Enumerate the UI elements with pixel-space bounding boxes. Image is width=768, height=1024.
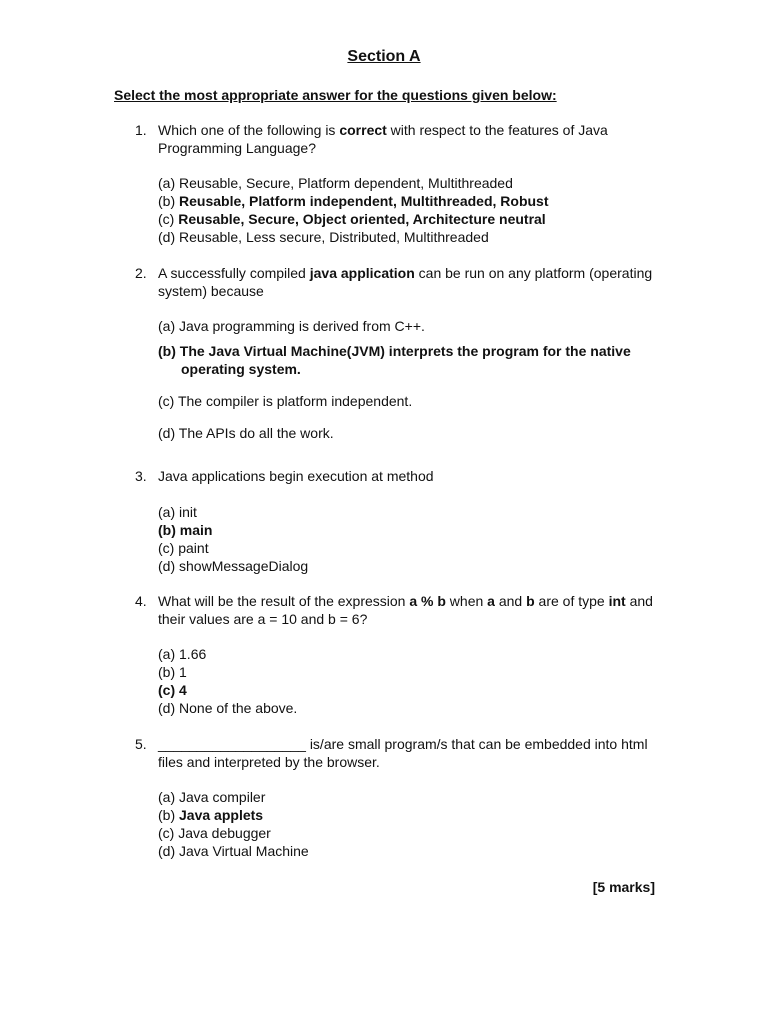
question-number: 1. — [135, 122, 147, 138]
option-c: (c) paint — [158, 540, 209, 556]
option-d: (d) Reusable, Less secure, Distributed, Multithreaded — [158, 229, 489, 245]
question-2 — [135, 264, 655, 442]
question-number: 4. — [135, 593, 147, 609]
option-d: (d) None of the above. — [158, 700, 298, 716]
question-5 — [135, 735, 655, 860]
option-b: (b) 1 — [158, 664, 187, 680]
option-c: (c) The compiler is platform independent. — [158, 393, 413, 409]
question-number: 2. — [135, 265, 147, 281]
option-b: (b) main — [158, 522, 213, 538]
option-b: (b) The Java Virtual Machine(JVM) interprets the program for the native operating system. — [158, 343, 631, 377]
option-a: (a) 1.66 — [158, 646, 207, 662]
option-d: (d) Java Virtual Machine — [158, 843, 309, 859]
question-text: What will be the result of the expression a % b when a and b are of type int and their values are a = 10 and b = 6? — [158, 593, 653, 627]
option-d: (d) The APIs do all the work. — [158, 425, 334, 441]
option-a: (a) Java compiler — [158, 789, 266, 805]
option-b: (b) Java applets — [158, 807, 264, 823]
question-4 — [135, 592, 655, 717]
question-text: Java applications begin execution at method — [158, 468, 434, 484]
option-a: (a) init — [158, 504, 197, 520]
question-text: ___________________ is/are small program/s that can be embedded into html files and interpreted by the browser. — [158, 736, 648, 770]
option-d: (d) showMessageDialog — [158, 558, 309, 574]
option-c: (c) Reusable, Secure, Object oriented, Architecture neutral — [158, 211, 546, 227]
instruction-text: Select the most appropriate answer for the questions given below: — [114, 87, 557, 103]
options-list — [158, 645, 655, 717]
option-b: (b) Reusable, Platform independent, Multithreaded, Robust — [158, 193, 549, 209]
options-list — [158, 788, 655, 860]
question-3 — [135, 467, 655, 575]
question-number: 3. — [135, 468, 147, 484]
options-list — [158, 317, 655, 442]
question-number: 5. — [135, 736, 147, 752]
option-c: (c) Java debugger — [158, 825, 271, 841]
question-1 — [135, 121, 655, 246]
options-list — [158, 503, 655, 575]
option-a: (a) Reusable, Secure, Platform dependent, Multithreaded — [158, 175, 513, 191]
option-a: (a) Java programming is derived from C++. — [158, 318, 425, 334]
options-list — [158, 174, 655, 246]
section-title: Section A — [347, 48, 421, 65]
question-text: Which one of the following is correct with respect to the features of Java Programming Language? — [158, 122, 608, 156]
option-c: (c) 4 — [158, 682, 187, 698]
marks-label: [5 marks] — [592, 879, 655, 895]
question-text: A successfully compiled java application can be run on any platform (operating system) because — [158, 265, 653, 299]
